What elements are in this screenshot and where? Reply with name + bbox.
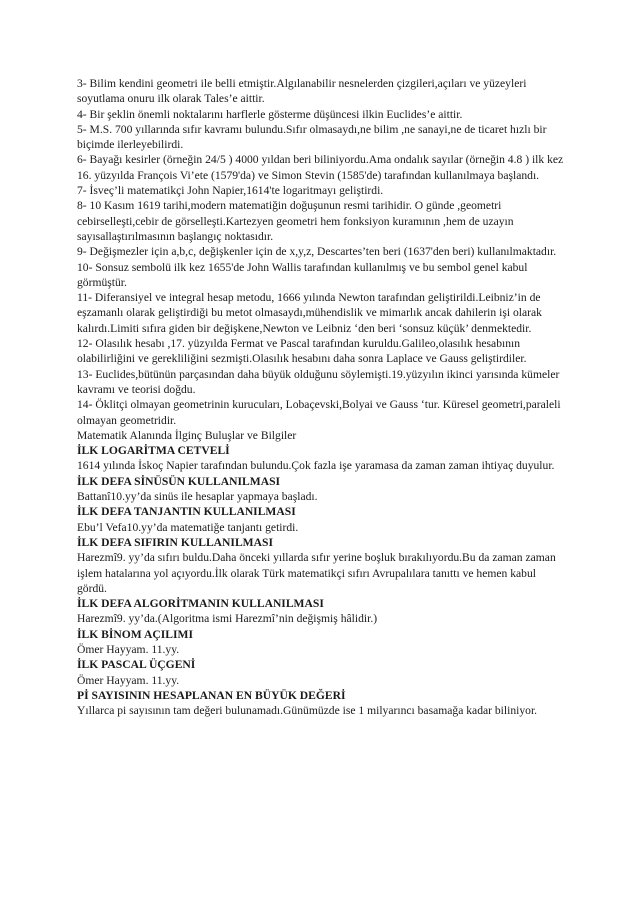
paragraph-11: 11- Diferansiyel ve integral hesap metodu, 1666 yılında Newton tarafından geliştirildi.Leibniz’in de eşzamanlı olarak geliştirdiği bu metot olmasaydı,mühendislik ve mimarlık ancak dahilerin işi olarak kalırdı.Limiti sıfıra giden bir değişkene,Newton ve Leibniz ‘den beri ‘sonsuz küçük’ denmektedir. <box>77 291 542 335</box>
text-algoritma: Harezmî9. yy’da.(Algoritma ismi Harezmî’nin değişmiş hâlidir.) <box>77 612 378 626</box>
paragraph-7: 7- İsveç’li matematikçi John Napier,1614'te logaritmayı geliştirdi. <box>77 184 384 198</box>
paragraph-14: 14- Öklitçi olmayan geometrinin kurucuları, Lobaçevski,Bolyai ve Gauss ‘tur. Küresel geometri,paraleli olmayan geometridir. <box>77 398 561 427</box>
text-binom: Ömer Hayyam. 11.yy. <box>77 642 180 656</box>
text-logaritma-cetveli: 1614 yılında İskoç Napier tarafından bulundu.Çok fazla işe yaramasa da zaman zaman ihtiyaç duyulur. <box>77 459 555 473</box>
heading-algoritma: İLK DEFA ALGORİTMANIN KULLANILMASI <box>77 597 324 611</box>
heading-logaritma-cetveli: İLK LOGARİTMA CETVELİ <box>77 444 230 458</box>
paragraph-13: 13- Euclides,bütünün parçasından daha büyük olduğunu söylemişti.19.yüzyılın ikinci yarısında kümeler kavramı ve teorisi doğdu. <box>77 367 560 396</box>
paragraph-8: 8- 10 Kasım 1619 tarihi,modern matematiğin doğuşunun resmi tarihidir. O günde ,geometri cebirselleşti,cebir de görselleşti.Kartezyen geometri hem fonksiyon kuramının ,hem de uzayın sayısallaştırılmasının başlangıç noktasıdır. <box>77 199 514 243</box>
heading-tanjant: İLK DEFA TANJANTIN KULLANILMASI <box>77 505 296 519</box>
text-sinus: Battanî10.yy’da sinüs ile hesaplar yapmaya başladı. <box>77 490 318 504</box>
paragraph-4: 4- Bir şeklin önemli noktalarını harflerle gösterme düşüncesi ilkin Euclides’e aittir. <box>77 107 463 121</box>
text-pascal: Ömer Hayyam. 11.yy. <box>77 673 180 687</box>
paragraph-6: 6- Bayağı kesirler (örneğin 24/5 ) 4000 yıldan beri biliniyordu.Ama ondalık sayılar (örneğin 4.8 ) ilk kez 16. yüzyılda François Vi’ete (1579'da) ve Simon Stevin (1585'de) tarafından kullanılmaya başlandı. <box>77 153 564 182</box>
document-body <box>77 76 567 718</box>
heading-sifir: İLK DEFA SIFIRIN KULLANILMASI <box>77 535 273 549</box>
text-tanjant: Ebu’l Vefa10.yy’da matematiğe tanjantı getirdi. <box>77 520 299 534</box>
section-intro: Matematik Alanında İlginç Buluşlar ve Bilgiler <box>77 428 297 442</box>
paragraph-12: 12- Olasılık hesabı ,17. yüzyılda Fermat ve Pascal tarafından kuruldu.Galileo,olasılık hesabının olabilirliğini ve gerekliliğini sezmişti.Olasılık hesabını daha sonra Laplace ve Gauss geliştirdiler. <box>77 337 527 366</box>
heading-pi: Pİ SAYISININ HESAPLANAN EN BÜYÜK DEĞERİ <box>77 688 346 702</box>
paragraph-3: 3- Bilim kendini geometri ile belli etmiştir.Algılanabilir nesnelerden çizgileri,açıları ve yüzeyleri soyutlama onuru ilk olarak Tales’e aittir. <box>77 77 527 106</box>
heading-sinus: İLK DEFA SİNÜSÜN KULLANILMASI <box>77 474 281 488</box>
paragraph-10: 10- Sonsuz sembolü ilk kez 1655'de John Wallis tarafından kullanılmış ve bu sembol genel kabul görmüştür. <box>77 260 528 289</box>
paragraph-9: 9- Değişmezler için a,b,c, değişkenler için de x,y,z, Descartes’ten beri (1637'den beri) kullanılmaktadır. <box>77 245 557 259</box>
paragraph-5: 5- M.S. 700 yıllarında sıfır kavramı bulundu.Sıfır olmasaydı,ne bilim ,ne sanayi,ne de ticaret hızlı bir biçimde ilerleyebilirdi. <box>77 122 547 152</box>
heading-pascal: İLK PASCAL ÜÇGENİ <box>77 658 196 672</box>
heading-binom: İLK BİNOM AÇILIMI <box>77 627 193 641</box>
text-pi: Yıllarca pi sayısının tam değeri bulunamadı.Günümüzde ise 1 milyarıncı basamağa kadar biliniyor. <box>77 704 538 718</box>
text-sifir: Harezmî9. yy’da sıfırı buldu.Daha önceki yıllarda sıfır yerine boşluk bırakılıyordu.Bu da zaman zaman işlem hatalarına yol açıyordu.İlk olarak Türk matematikçi sıfırı Avrupalılara tanıttı ve hemen kabul gördü. <box>77 551 556 595</box>
